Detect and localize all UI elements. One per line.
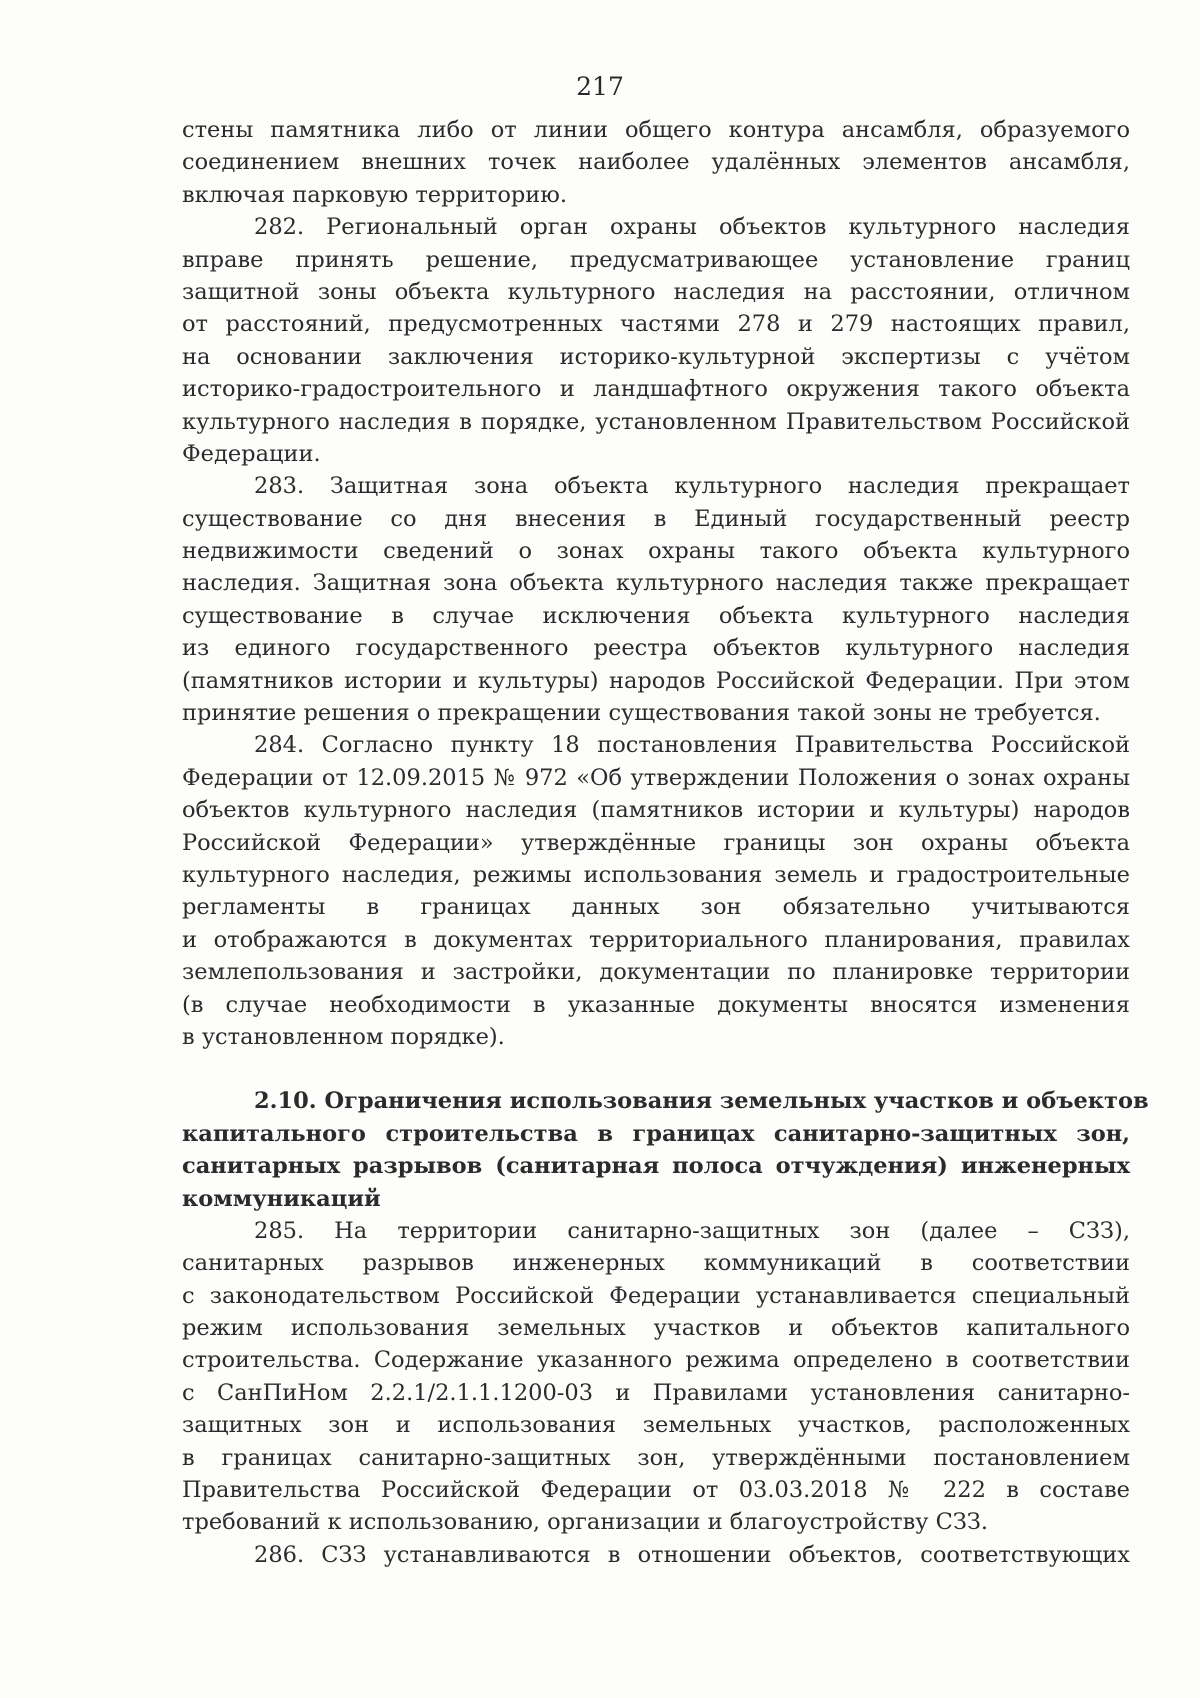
text-line: в установленном порядке).	[182, 1023, 505, 1050]
text-line: 282. Региональный орган охраны объектов культурного наследия	[254, 214, 1130, 241]
text-line: наследия. Защитная зона объекта культурного наследия также прекращает	[182, 570, 1130, 597]
text-line: защитных зон и использования земельных участков, расположенных	[182, 1412, 1130, 1439]
text-line: с СанПиНом 2.2.1/2.1.1.1200-03 и Правилами установления санитарно-	[182, 1379, 1130, 1406]
text-line: землепользования и застройки, документации по планировке территории	[182, 959, 1130, 986]
text-line: существование в случае исключения объекта культурного наследия	[182, 602, 1130, 629]
text-line: соединением внешних точек наиболее удалённых элементов ансамбля,	[182, 149, 1130, 176]
text-line: стены памятника либо от линии общего контура ансамбля, образуемого	[182, 117, 1130, 143]
text-line: (памятников истории и культуры) народов Российской Федерации. При этом	[182, 667, 1130, 694]
heading-line: санитарных разрывов (санитарная полоса отчуждения) инженерных	[182, 1153, 1130, 1180]
paragraph-p-cont	[182, 114, 1130, 211]
heading-line: 2.10. Ограничения использования земельных участков и объектов	[254, 1088, 1149, 1115]
text-line: 285. На территории санитарно-защитных зон (далее – СЗЗ),	[254, 1217, 1130, 1244]
text-line: 286. СЗЗ устанавливаются в отношении объектов, соответствующих	[254, 1541, 1130, 1568]
text-line: требований к использованию, организации и благоустройству СЗЗ.	[182, 1509, 989, 1536]
paragraph-p-284	[182, 729, 1130, 1053]
text-line: Федерации.	[182, 440, 321, 467]
document-body	[182, 114, 1149, 1571]
text-line: из единого государственного реестра объектов культурного наследия	[182, 635, 1130, 662]
text-line: Российской Федерации» утверждённые границы зон охраны объекта	[182, 829, 1130, 856]
paragraph-p-282	[182, 211, 1130, 470]
text-line: строительства. Содержание указанного режима определено в соответствии	[182, 1347, 1130, 1374]
heading-line: коммуникаций	[182, 1185, 381, 1212]
text-line: в границах санитарно-защитных зон, утверждёнными постановлением	[182, 1444, 1130, 1471]
text-line: с законодательством Российской Федерации устанавливается специальный	[182, 1282, 1130, 1309]
text-line: от расстояний, предусмотренных частями 278 и 279 настоящих правил,	[182, 311, 1130, 338]
page-number: 217	[576, 72, 624, 101]
text-line: и отображаются в документах территориального планирования, правилах	[182, 926, 1130, 953]
text-line: 284. Согласно пункту 18 постановления Правительства Российской	[254, 732, 1130, 759]
text-line: культурного наследия в порядке, установленном Правительством Российской	[182, 408, 1130, 435]
text-line: вправе принять решение, предусматривающее установление границ	[182, 246, 1130, 273]
text-line: санитарных разрывов инженерных коммуникаций в соответствии	[182, 1250, 1130, 1277]
text-line: принятие решения о прекращении существования такой зоны не требуется.	[182, 700, 1101, 727]
paragraph-p-285	[182, 1215, 1130, 1539]
text-line: Правительства Российской Федерации от 03.03.2018 № 222 в составе	[182, 1477, 1130, 1504]
text-line: Федерации от 12.09.2015 № 972 «Об утверждении Положения о зонах охраны	[182, 764, 1130, 791]
text-line: историко-градостроительного и ландшафтного окружения такого объекта	[182, 376, 1130, 403]
text-line: включая парковую территорию.	[182, 181, 568, 208]
text-line: регламенты в границах данных зон обязательно учитываются	[182, 894, 1130, 921]
text-line: недвижимости сведений о зонах охраны такого объекта культурного	[182, 538, 1130, 565]
text-line: (в случае необходимости в указанные документы вносятся изменения	[182, 991, 1130, 1018]
text-line: на основании заключения историко-культурной экспертизы с учётом	[182, 343, 1130, 370]
section-heading	[182, 1085, 1149, 1215]
text-line: существование со дня внесения в Единый государственный реестр	[182, 505, 1130, 532]
text-line: объектов культурного наследия (памятников истории и культуры) народов	[182, 797, 1130, 824]
text-line: защитной зоны объекта культурного наследия на расстоянии, отличном	[182, 278, 1130, 305]
paragraph-p-283	[182, 470, 1130, 729]
paragraph-p-286	[182, 1539, 1130, 1571]
text-line: 283. Защитная зона объекта культурного наследия прекращает	[254, 473, 1130, 500]
heading-line: капитального строительства в границах санитарно-защитных зон,	[182, 1120, 1130, 1147]
text-line: режим использования земельных участков и объектов капитального	[182, 1315, 1130, 1342]
text-line: культурного наследия, режимы использования земель и градостроительные	[182, 861, 1130, 888]
